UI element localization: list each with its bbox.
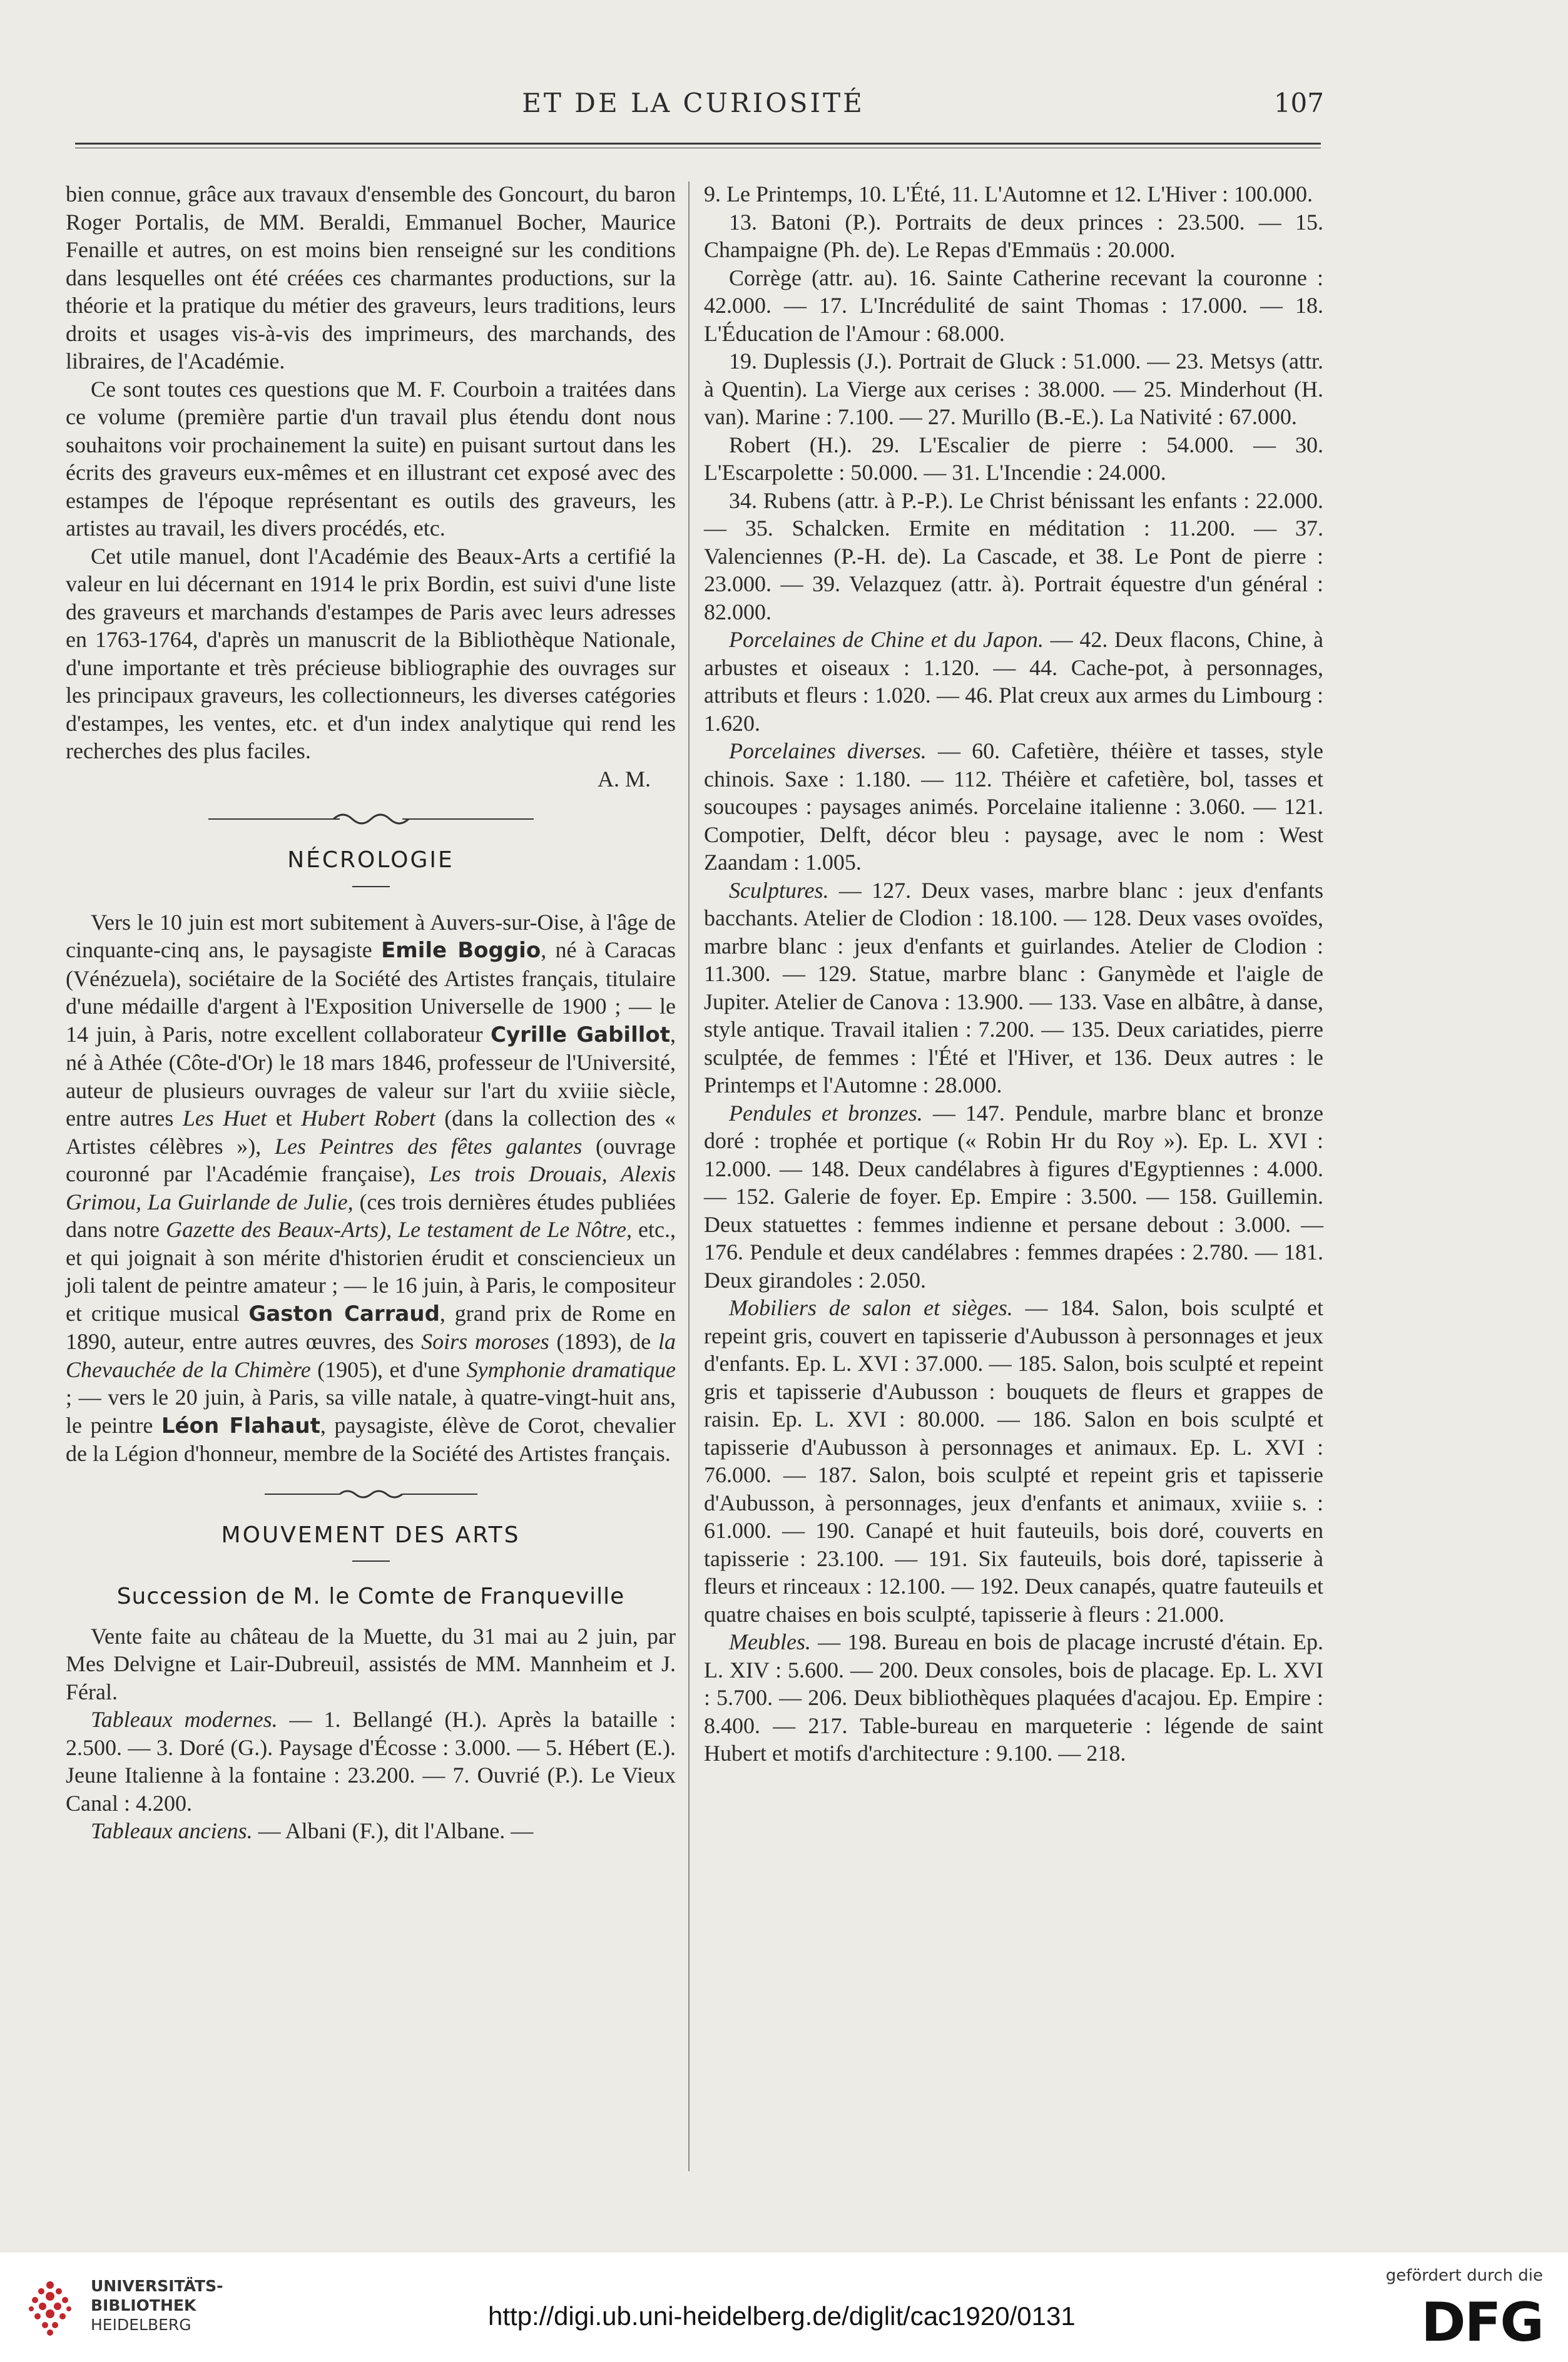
review-paragraph: bien connue, grâce aux travaux d'ensemble des Goncourt, du baron Roger Portalis, de MM. Beraldi, Emmanuel Bocher, Maurice Fenaille et autres, on est moins bien renseigné sur les conditions dans lesquelles ont été créées ces charmantes productions, sur la théorie et la pratique du métier des graveurs, leurs traditions, leurs droits et usages vis-à-vis des imprimeurs, des marchands, des libraires, de l'Académie. (66, 181, 676, 374)
page-number: 107 (1273, 88, 1324, 118)
sale-paragraph: Porcelaines de Chine et du Japon. — 42. Deux flacons, Chine, à arbustes et oiseaux : 1.120. — 44. Cache-pot, à personnages, attributs et fleurs : 1.020. — 46. Plat creux aux armes du Limbourg : 1.620. (704, 627, 1324, 736)
sale-paragraph: Corrège (attr. au). 16. Sainte Catherine recevant la couronne : 42.000. — 17. L'Incrédulité de saint Thomas : 17.000. — 18. L'Éducation de l'Amour : 68.000. (704, 265, 1323, 346)
running-title: ET DE LA CURIOSITÉ (522, 88, 865, 118)
right-column (704, 180, 1323, 1768)
university-library-logo (19, 2276, 81, 2339)
sale-paragraph: Meubles. — 198. Bureau en bois de placage incrusté d'étain. Ep. L. XIV : 5.600. — 200. Deux consoles, bois de placage. Ep. L. XVI : 5.700. — 206. Deux bibliothèques plaquées d'acajou. Ep. Empire : 8.400. — 217. Table-bureau en marqueterie : légende de saint Hubert et motifs d'architecture : 9.100. — 218. (704, 1629, 1323, 1766)
ornament-divider (66, 1482, 676, 1510)
header-rule (75, 143, 1321, 145)
source-url-link[interactable]: http://digi.ub.uni-heidelberg.de/diglit/cac1920/0131 (488, 2301, 1076, 2331)
sale-paragraph: Sculptures. — 127. Deux vases, marbre blanc : jeux d'enfants bacchants. Atelier de Clodion : 18.100. — 128. Deux vases ovoïdes, marbre blanc : jeux d'enfants et guirlandes. Atelier de Clodion : 11.300. — 129. Statue, marbre blanc : Ganymède et l'aigle de Jupiter. Atelier de Canova : 13.900. — 133. Vase en albâtre, à danse, style antique. Travail italien : 7.200. — 135. Deux cariatides, pierre sculptée, de femmes : l'Été et l'Hiver, et 136. Deux autres : le Printemps et l'Automne : 28.000. (704, 877, 1323, 1097)
sale-paragraph: 34. Rubens (attr. à P.-P.). Le Christ bénissant les enfants : 22.000. — 35. Schalcken. Ermite en méditation : 11.200. — 37. Valenciennes (P.-H. de). La Cascade, et 38. Le Pont de pierre : 23.000. — 39. Velazquez (attr. à). Portrait équestre d'un général : 82.000. (704, 487, 1323, 624)
sale-title: Succession de M. le Comte de Franqueville (116, 1584, 625, 1609)
review-paragraph: Cet utile manuel, dont l'Académie des Beaux-Arts a certifié la valeur en lui décernant en 1914 le prix Bordin, est suivi d'une liste des graveurs et marchands d'estampes de Paris avec leurs adresses en 1763-1764, d'après un manuscrit de la Bibliothèque Nationale, d'une importante et très précieuse bibliographie des ouvrages sur les principaux graveurs, les collectionneurs, les diverses catégories d'estampes, les ventes, etc. et d'un index analytique qui rend les recherches des plus faciles. (66, 543, 676, 763)
title-dash (352, 1560, 390, 1562)
running-header (63, 75, 1324, 131)
section-title-necrologie: NÉCROLOGIE (287, 847, 454, 873)
left-column (66, 180, 676, 1845)
sale-paragraph: Mobiliers de salon et sièges. — 184. Salon, bois sculpté et repeint gris, couvert en tapisserie d'Aubusson à personnages et jeux d'enfants. Ep. L. XVI : 37.000. — 185. Salon, bois sculpté et repeint gris et tapisserie d'Aubusson : bouquets de fleurs et grappes de raisin. Ep. L. XVI : 80.000. — 186. Salon en bois sculpté et tapisserie d'Aubusson à personnages et animaux. Ep. L. XVI : 76.000. — 187. Salon, bois sculpté et repeint gris et tapisserie d'Aubusson, à personnages, jeux d'enfants et animaux, xviiie s. : 61.000. — 190. Canapé et huit fauteuils, bois doré, couverts en tapisserie : 23.100. — 191. Six fauteuils, bois doré, tapisserie à fleurs et rinceaux : 12.100. — 192. Deux canapés, quatre fauteuils et quatre chaises en bois sculpté, tapisserie à fleurs : 21.000. (704, 1295, 1323, 1627)
dfg-logo: DFG (1421, 2291, 1543, 2354)
sale-paragraph: Pendules et bronzes. — 147. Pendule, marbre blanc et bronze doré : trophée et portique (« Robin Hr du Roy »). Ep. L. XVI : 12.000. — 148. Deux candélabres à figures d'Egyptiennes : 4.000. — 152. Galerie de foyer. Ep. Empire : 3.500. — 158. Guillemin. Deux statuettes : femmes indienne et persane debout : 3.000. — 176. Pendule et deux candélabres : femmes drapées : 2.780. — 181. Deux girandoles : 2.050. (704, 1100, 1323, 1293)
funder-note: gefördert durch die (1385, 2266, 1543, 2285)
sale-paragraph: 19. Duplessis (J.). Portrait de Gluck : 51.000. — 23. Metsys (attr. à Quentin). La Vierge aux cerises : 38.000. — 25. Minderhout (H. van). Marine : 7.100. — 27. Murillo (B.-E.). La Nativité : 67.000. (704, 349, 1323, 429)
sale-paragraph: Robert (H.). 29. L'Escalier de pierre : 54.000. — 30. L'Escarpolette : 50.000. — 31. L'Incendie : 24.000. (704, 432, 1323, 485)
sale-paragraph: Porcelaines diverses. — 60. Cafetière, théière et tasses, style chinois. Saxe : 1.180. — 112. Théière et cafetière, bol, tasses et soucoupes : paysages animés. Porcelaine italienne : 3.060. — 121. Compotier, Delft, décor bleu : paysage, avec le nom : West Zaandam : 1.005. (704, 738, 1323, 875)
title-dash (352, 886, 390, 887)
sale-paragraph: 13. Batoni (P.). Portraits de deux princes : 23.500. — 15. Champaigne (Ph. de). Le Repas d'Emmaüs : 20.000. (704, 209, 1323, 262)
ornament-divider (66, 807, 676, 835)
sale-paragraph: Vente faite au château de la Muette, du 31 mai au 2 juin, par Mes Delvigne et Lair-Dubreuil, assistés de MM. Mannheim et J. Féral. (66, 1623, 676, 1704)
sale-paragraph: Tableaux anciens. — Albani (F.), dit l'Albane. — (91, 1818, 534, 1843)
review-signature: A. M. (597, 766, 651, 792)
section-title-mouvement: MOUVEMENT DES ARTS (221, 1522, 521, 1548)
footer-bar (0, 2253, 1568, 2362)
sale-paragraph: Tableaux modernes. — 1. Bellangé (H.). Après la bataille : 2.500. — 3. Doré (G.). Paysage d'Écosse : 3.000. — 5. Hébert (E.). Jeune Italienne à la fontaine : 23.200. — 7. Ouvrié (P.). Le Vieux Canal : 4.200. (66, 1707, 676, 1816)
review-paragraph: Ce sont toutes ces questions que M. F. Courboin a traitées dans ce volume (première partie d'un travail plus étendu dont nous souhaitons voir prochainement la suite) en puisant surtout dans les écrits des graveurs eux-mêmes et en illustrant cet exposé avec des estampes de l'époque représentant es outils des graveurs, les artistes au travail, les divers procédés, etc. (66, 376, 676, 541)
library-name: UNIVERSITÄTS- BIBLIOTHEK HEIDELBERG (91, 2277, 223, 2334)
sale-paragraph: 9. Le Printemps, 10. L'Été, 11. L'Automne et 12. L'Hiver : 100.000. (704, 181, 1313, 206)
necrologie-paragraph: Vers le 10 juin est mort subitement à Auvers-sur-Oise, à l'âge de cinquante-cinq ans, le paysagiste Emile Boggio, né à Caracas (Vénézuela), sociétaire de la Société des Artistes français, titulaire d'une médaille d'argent à l'Exposition Universelle de 1900 ; — le 14 juin, à Paris, notre excellent collaborateur Cyrille Gabillot, né à Athée (Côte-d'Or) le 18 mars 1846, professeur de l'Université, auteur de plusieurs ouvrages de valeur sur l'art du xviiie siècle, entre autres Les Huet et Hubert Robert (dans la collection des « Artistes célèbres »), Les Peintres des fêtes galantes (ouvrage couronné par l'Académie française), Les trois Drouais, Alexis Grimou, La Guirlande de Julie, (ces trois dernières études publiées dans notre Gazette des Beaux-Arts), Le testament de Le Nôtre, etc., et qui joignait à son mérite d'historien érudit et consciencieux un joli talent de peintre amateur ; — le 16 juin, à Paris, le compositeur et critique musical Gaston Carraud, grand prix de Rome en 1890, auteur, entre autres œuvres, des Soirs moroses (1893), de la Chevauchée de la Chimère (1905), et d'une Symphonie dramatique ; — vers le 20 juin, à Paris, sa ville natale, à quatre-vingt-huit ans, le peintre Léon Flahaut, paysagiste, élève de Corot, chevalier de la Légion d'honneur, membre de la Société des Artistes français. (66, 909, 676, 1466)
column-separator (688, 181, 690, 2171)
